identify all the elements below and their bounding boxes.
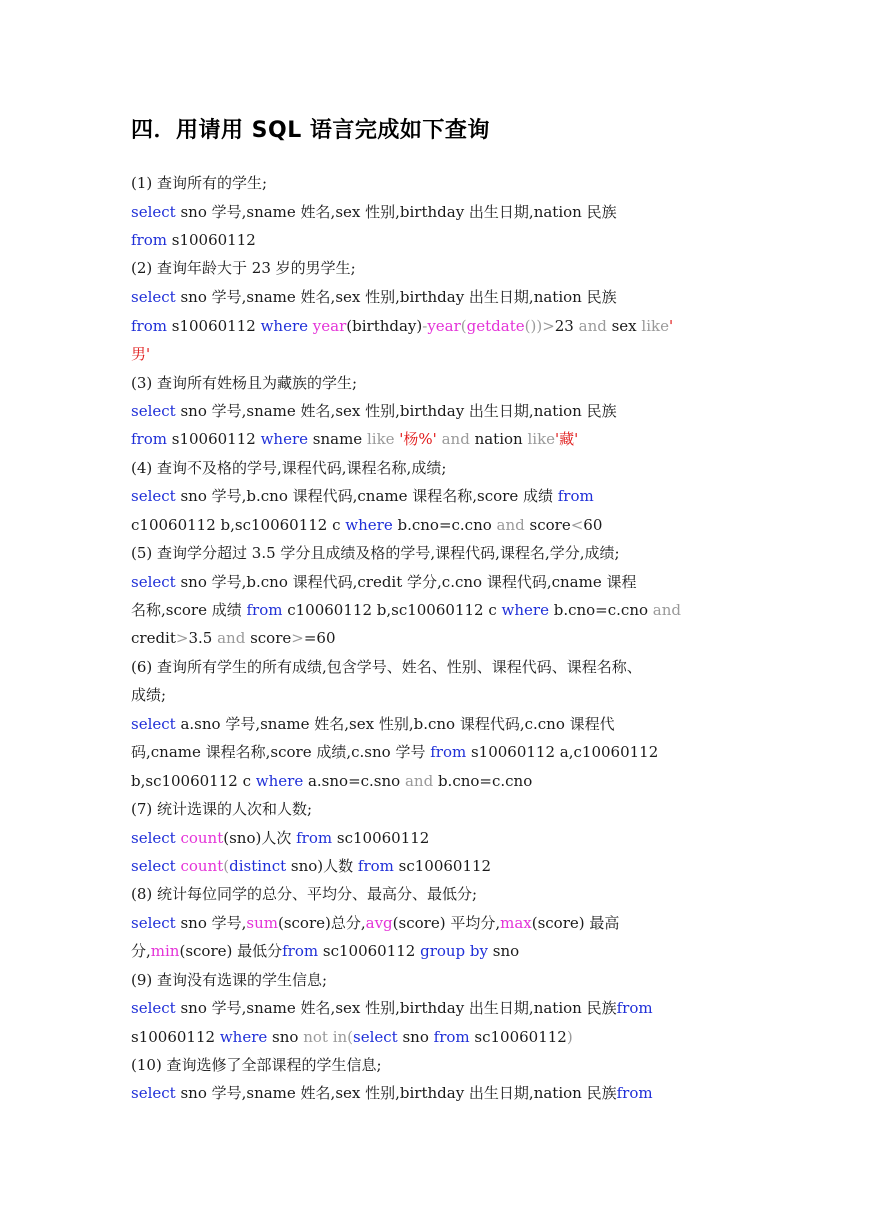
sql-function: avg xyxy=(365,914,393,932)
text-segment: s10060112 a,c10060112 xyxy=(466,743,659,761)
text-segment: (6) 查询所有学生的所有成绩,包含学号、姓名、性别、课程代码、课程名称、 xyxy=(131,658,642,676)
sql-keyword: group by xyxy=(420,942,489,960)
text-line xyxy=(131,202,617,222)
sql-keyword: select xyxy=(131,402,176,420)
text-segment: b.cno=c.cno xyxy=(433,772,533,790)
sql-function: min xyxy=(150,942,180,960)
sql-function: count xyxy=(180,857,224,875)
sql-operator: - xyxy=(422,317,428,335)
text-segment: 23 xyxy=(554,317,579,335)
text-line xyxy=(131,1055,382,1075)
text-line xyxy=(131,771,532,791)
text-segment: sname xyxy=(308,430,367,448)
sql-keyword: distinct xyxy=(229,857,287,875)
text-line xyxy=(131,685,166,705)
text-segment: s10060112 xyxy=(166,430,261,448)
sql-operator: not in xyxy=(303,1028,348,1046)
text-segment: sno 学号,sname 姓名,sex 性别,birthday 出生日期,nation 民族 xyxy=(175,1084,617,1102)
text-segment: (1) 查询所有的学生; xyxy=(131,174,268,192)
sql-operator: and xyxy=(578,317,607,335)
text-segment: (4) 查询不及格的学号,课程代码,课程名称,成绩; xyxy=(131,459,447,477)
text-segment: b.cno=c.cno xyxy=(548,601,653,619)
section-heading: 四．用请用 SQL 语言完成如下查询 xyxy=(131,118,490,143)
text-segment: (2) 查询年龄大于 23 岁的男学生; xyxy=(131,259,356,277)
sql-keyword: from xyxy=(131,430,167,448)
text-segment: (8) 统计每位同学的总分、平均分、最高分、最低分; xyxy=(131,885,478,903)
sql-function: year xyxy=(427,317,461,335)
text-line xyxy=(131,714,615,734)
sql-operator: ()) xyxy=(524,317,543,335)
text-segment: (birthday) xyxy=(346,317,423,335)
text-line xyxy=(131,486,594,506)
text-segment: sno 学号,sname 姓名,sex 性别,birthday 出生日期,nation 民族 xyxy=(175,203,617,221)
text-segment: (score) 最高 xyxy=(531,914,620,932)
sql-keyword: from xyxy=(357,857,394,875)
text-segment: (10) 查询选修了全部课程的学生信息; xyxy=(131,1056,382,1074)
text-segment: credit xyxy=(131,629,176,647)
text-line xyxy=(131,856,491,876)
text-line xyxy=(131,657,642,677)
sql-keyword: select xyxy=(353,1028,398,1046)
text-line xyxy=(131,401,617,421)
text-segment: (sno)人次 xyxy=(223,829,297,847)
sql-operator: ( xyxy=(223,857,230,875)
text-line xyxy=(131,543,620,563)
text-segment: (7) 统计选课的人次和人数; xyxy=(131,800,313,818)
text-segment: score xyxy=(245,629,292,647)
sql-function: getdate xyxy=(466,317,525,335)
text-line xyxy=(131,600,681,620)
sql-operator: and xyxy=(217,629,246,647)
text-line xyxy=(131,515,602,535)
sql-keyword: from xyxy=(131,231,167,249)
text-segment: sno xyxy=(488,942,520,960)
text-line xyxy=(131,572,636,592)
sql-operator: > xyxy=(291,629,304,647)
text-segment: score xyxy=(524,516,571,534)
text-segment: 码,cname 课程名称,score 成绩,c.sno 学号 xyxy=(131,743,431,761)
text-segment: sno xyxy=(267,1028,304,1046)
sql-keyword: select xyxy=(131,999,176,1017)
text-line xyxy=(131,1083,653,1103)
sql-keyword: from xyxy=(616,1084,653,1102)
text-line xyxy=(131,941,519,961)
text-segment: 分, xyxy=(131,942,151,960)
text-segment: sc10060112 xyxy=(469,1028,567,1046)
text-line xyxy=(131,230,256,250)
text-segment: b,sc10060112 c xyxy=(131,772,256,790)
text-line xyxy=(131,913,619,933)
text-segment: 名称,score 成绩 xyxy=(131,601,247,619)
text-segment: sno 学号,sname 姓名,sex 性别,birthday 出生日期,nation 民族 xyxy=(175,288,617,306)
sql-function: max xyxy=(500,914,532,932)
text-line xyxy=(131,429,578,449)
text-segment: b.cno=c.cno xyxy=(392,516,497,534)
text-segment: sno 学号,sname 姓名,sex 性别,birthday 出生日期,nation 民族 xyxy=(175,402,617,420)
sql-keyword: where xyxy=(255,772,304,790)
sql-string: '杨%' xyxy=(394,430,437,448)
sql-keyword: from xyxy=(430,743,467,761)
sql-keyword: select xyxy=(131,203,176,221)
sql-operator: and xyxy=(404,772,434,790)
sql-keyword: select xyxy=(131,715,176,733)
sql-operator: and xyxy=(496,516,525,534)
sql-function: year xyxy=(312,317,347,335)
text-segment: (5) 查询学分超过 3.5 学分且成绩及格的学号,课程代码,课程名,学分,成绩; xyxy=(131,544,620,562)
sql-keyword: select xyxy=(131,857,176,875)
sql-operator: > xyxy=(175,629,189,647)
text-segment: nation xyxy=(469,430,528,448)
text-line xyxy=(131,742,658,762)
sql-string: ' xyxy=(668,317,674,335)
sql-keyword: where xyxy=(219,1028,268,1046)
text-line xyxy=(131,287,617,307)
text-segment: s10060112 xyxy=(166,317,261,335)
sql-keyword: from xyxy=(616,999,653,1017)
text-line xyxy=(131,316,673,336)
sql-keyword: from xyxy=(282,942,319,960)
text-segment: c10060112 b,sc10060112 c xyxy=(282,601,502,619)
sql-keyword: from xyxy=(246,601,283,619)
sql-operator: like xyxy=(366,430,395,448)
text-segment: =60 xyxy=(303,629,336,647)
text-line xyxy=(131,344,150,364)
text-segment: s10060112 xyxy=(166,231,256,249)
sql-string: 男' xyxy=(131,345,151,363)
text-line xyxy=(131,258,356,278)
text-segment: sno)人数 xyxy=(286,857,358,875)
sql-string: '藏' xyxy=(555,430,579,448)
sql-operator: > xyxy=(542,317,555,335)
sql-operator: ( xyxy=(347,1028,354,1046)
text-segment: (3) 查询所有姓杨且为藏族的学生; xyxy=(131,374,358,392)
sql-keyword: from xyxy=(296,829,333,847)
sql-function: count xyxy=(180,829,224,847)
sql-operator: like xyxy=(527,430,556,448)
text-line xyxy=(131,458,446,478)
sql-keyword: where xyxy=(345,516,393,534)
text-segment: sno 学号,b.cno 课程代码,cname 课程名称,score 成绩 xyxy=(175,487,558,505)
text-segment: sc10060112 xyxy=(332,829,430,847)
sql-operator: < xyxy=(570,516,584,534)
sql-keyword: select xyxy=(131,288,176,306)
text-segment: (score)总分, xyxy=(277,914,366,932)
text-line xyxy=(131,828,429,848)
text-line xyxy=(131,970,327,990)
text-segment: sex xyxy=(606,317,642,335)
text-segment: sno 学号, xyxy=(175,914,247,932)
sql-keyword: select xyxy=(131,1084,176,1102)
text-segment: 成绩; xyxy=(131,686,167,704)
text-segment: sc10060112 xyxy=(393,857,492,875)
sql-operator: ( xyxy=(460,317,467,335)
text-segment: a.sno 学号,sname 姓名,sex 性别,b.cno 课程代码,c.cno 课程代 xyxy=(175,715,615,733)
text-segment: (score) 平均分, xyxy=(392,914,501,932)
text-line xyxy=(131,628,336,648)
sql-operator: and xyxy=(652,601,681,619)
text-segment: 3.5 xyxy=(188,629,218,647)
text-line xyxy=(131,998,653,1018)
text-line xyxy=(131,173,267,193)
text-segment: (score) 最低分 xyxy=(179,942,283,960)
text-segment: c10060112 b,sc10060112 c xyxy=(131,516,346,534)
text-segment: (9) 查询没有选课的学生信息; xyxy=(131,971,328,989)
text-segment: sno 学号,sname 姓名,sex 性别,birthday 出生日期,nation 民族 xyxy=(175,999,617,1017)
sql-keyword: from xyxy=(433,1028,470,1046)
text-line xyxy=(131,799,312,819)
text-line xyxy=(131,884,477,904)
text-segment: s10060112 xyxy=(131,1028,220,1046)
text-segment: sc10060112 xyxy=(318,942,421,960)
sql-keyword: where xyxy=(501,601,549,619)
sql-keyword: from xyxy=(557,487,594,505)
text-segment: sno xyxy=(397,1028,434,1046)
sql-operator: like xyxy=(641,317,669,335)
sql-keyword: where xyxy=(260,430,309,448)
sql-keyword: where xyxy=(260,317,309,335)
sql-operator: ) xyxy=(566,1028,573,1046)
sql-keyword: from xyxy=(131,317,167,335)
sql-function: sum xyxy=(246,914,278,932)
text-line xyxy=(131,1027,573,1047)
text-segment: a.sno=c.sno xyxy=(303,772,405,790)
text-segment: sno 学号,b.cno 课程代码,credit 学分,c.cno 课程代码,cname 课程 xyxy=(175,573,637,591)
sql-operator: and xyxy=(441,430,470,448)
sql-keyword: select xyxy=(131,573,176,591)
sql-keyword: select xyxy=(131,914,176,932)
text-segment: 60 xyxy=(583,516,603,534)
text-line xyxy=(131,373,357,393)
sql-keyword: select xyxy=(131,829,176,847)
sql-keyword: select xyxy=(131,487,176,505)
